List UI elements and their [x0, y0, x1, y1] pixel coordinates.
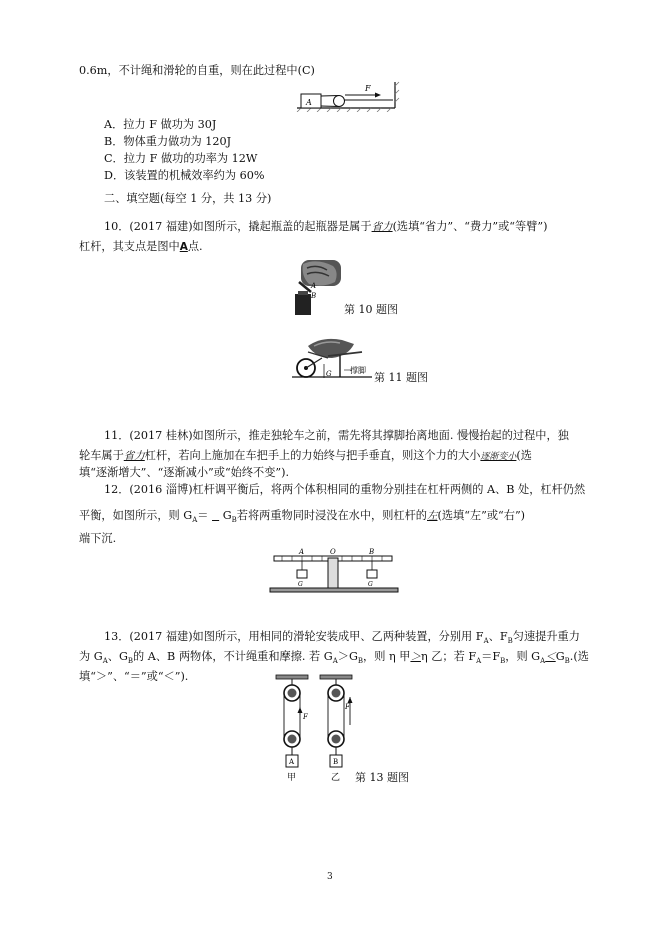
q13-line-3: 填“＞”、“＝”或“＜”). [79, 670, 189, 683]
q11-line-1: 11．(2017 桂林)如图所示，推走独轮车之前，需先将其撑脚抬离地面. 慢慢抬起的过程中，独 [104, 429, 569, 442]
q11-line-3: 填“逐渐增大”、“逐渐减小”或“始终不变”). [79, 466, 290, 479]
q13-text-1c: 匀速提升重力 [512, 630, 580, 643]
q13-text-2e: G [348, 650, 358, 663]
q13-sub-1: A [483, 637, 489, 646]
q11-answer-1: 省力 [123, 450, 145, 462]
fig11-label-kickstand: 撑脚 [350, 366, 366, 375]
q13-line-1 [104, 630, 580, 648]
q13-text-2c: 的 A、B 两物体，不计绳重和摩擦. 若 G [133, 650, 333, 663]
q12-line-1: 12．(2016 淄博)杠杆调平衡后，将两个体积相同的重物分别挂在杠杆两侧的 A、B 处，杠杆仍然 [104, 483, 586, 496]
fig12-weight-b [367, 570, 377, 578]
fig12-label-ga: G [298, 581, 303, 588]
q12-line-2 [79, 509, 525, 527]
q13-text-2j: G [555, 650, 565, 663]
q13-text-1a: 13．(2017 福建)如图所示，用相同的滑轮安装成甲、乙两种装置，分别用 F [104, 630, 484, 643]
q11-text-2c: (选 [516, 449, 532, 462]
q9-tail-line: 0.6m，不计绳和滑轮的自重，则在此过程中(C) [79, 64, 315, 77]
fig12-label-o: O [330, 548, 336, 556]
q9-option-d: D．该装置的机械效率约为 60% [104, 169, 265, 182]
fig13-label-jia: 甲 [287, 773, 297, 783]
q12-sub-a: A [192, 516, 198, 525]
q13-text-2i: ，则 G [505, 650, 541, 663]
q13-line-2 [79, 650, 589, 668]
q10-text-2b: 点. [187, 240, 203, 253]
q13-sub-4: B [127, 657, 134, 666]
fig9-label-f: F [365, 84, 371, 93]
q10-answer-2: A [179, 241, 188, 253]
q10-line-2 [79, 240, 203, 254]
q13-sub-8: B [500, 657, 506, 666]
fig12-label-b: B [369, 548, 375, 556]
q13-text-2b: 、G [107, 650, 128, 663]
q13-sub-10: B [564, 657, 570, 666]
q12-text-2b: G [222, 509, 232, 522]
fig10-label-a: A [311, 282, 317, 290]
q13-sub-9: A [540, 657, 546, 666]
q13-text-2k: .(选 [569, 650, 589, 663]
q12-text-2d: (选填“左”或“右”) [437, 509, 526, 522]
q11-text-2b: 杠杆，若向上施加在车把手上的力始终与把手垂直，则这个力的大小 [144, 449, 481, 462]
fig11-label-g: G [326, 370, 332, 378]
fig11-diagram [288, 334, 374, 384]
q13-text-2d: ＞ [337, 650, 349, 663]
q10-answer-1: 省力 [371, 221, 393, 233]
q13-sub-6: B [357, 657, 364, 666]
fig10-caption: 第 10 题图 [344, 303, 398, 316]
q11-line-2 [79, 449, 532, 464]
fig13-diagram [274, 673, 358, 785]
q9-option-a: A．拉力 F 做功为 30J [104, 118, 217, 131]
q9-option-c: C．拉力 F 做功的功率为 12W [104, 152, 258, 165]
fig13-system-jia [284, 679, 303, 767]
fig13-label-fb: F [345, 703, 350, 711]
q10-text-1b: (选填“省力”、“费力”或“等臂”) [392, 220, 548, 233]
fig12-weight-a [297, 570, 307, 578]
fig12-label-gb: G [368, 581, 373, 588]
q10-line-1 [104, 220, 547, 234]
fig13-label-yi: 乙 [331, 773, 341, 783]
fig13-caption: 第 13 题图 [355, 771, 409, 784]
section-heading: 二、填空题(每空 1 分，共 13 分) [104, 192, 272, 205]
fig10-diagram [287, 258, 343, 316]
q13-sub-5: A [332, 657, 338, 666]
fig12-stand [328, 558, 338, 588]
fig13-system-yi [328, 679, 353, 767]
q13-sub-7: A [476, 657, 482, 666]
q11-text-2a: 轮车属于 [79, 449, 124, 462]
q10-text-2a: 杠杆，其支点是图中 [79, 240, 180, 253]
q9-option-b: B．物体重力做功为 120J [104, 135, 232, 148]
q11-answer-2: 逐渐变小 [480, 452, 517, 462]
q13-text-2h: ＝F [481, 650, 501, 663]
fig10-label-b: B [311, 292, 317, 300]
q12-equals: ＝ [197, 509, 209, 522]
q13-text-2g: η 乙；若 F [420, 650, 477, 663]
q13-answer-1: ＞ [410, 651, 421, 663]
fig11-caption: 第 11 题图 [374, 371, 428, 384]
fig12-diagram [268, 546, 400, 596]
q12-sub-b: B [231, 516, 237, 525]
q12-line-3: 端下沉. [79, 532, 117, 545]
fig9-pulley [334, 96, 345, 107]
q12-text-2c: 若将两重物同时浸没在水中，则杠杆的 [236, 509, 427, 522]
q13-answer-2: ＜ [545, 651, 556, 663]
q13-sub-2: B [507, 637, 513, 646]
q13-text-1b: 、F [488, 630, 508, 643]
q12-text-2a: 平衡，如图所示，则 G [79, 509, 193, 522]
fig12-label-a: A [299, 548, 305, 556]
q13-text-2a: 为 G [79, 650, 103, 663]
q10-text-1a: 10．(2017 福建)如图所示，撬起瓶盖的起瓶器是属于 [104, 220, 372, 233]
q12-answer: 左 [427, 510, 438, 522]
q13-text-2f: ，则 η 甲 [363, 650, 411, 663]
fig9-diagram [295, 80, 405, 112]
q13-sub-3: A [102, 657, 108, 666]
fig9-label-a: A [306, 98, 312, 107]
page-number: 3 [327, 872, 333, 882]
fig13-label-b: B [333, 758, 339, 766]
fig13-label-a: A [289, 758, 295, 766]
fig13-label-fa: F [303, 713, 308, 721]
